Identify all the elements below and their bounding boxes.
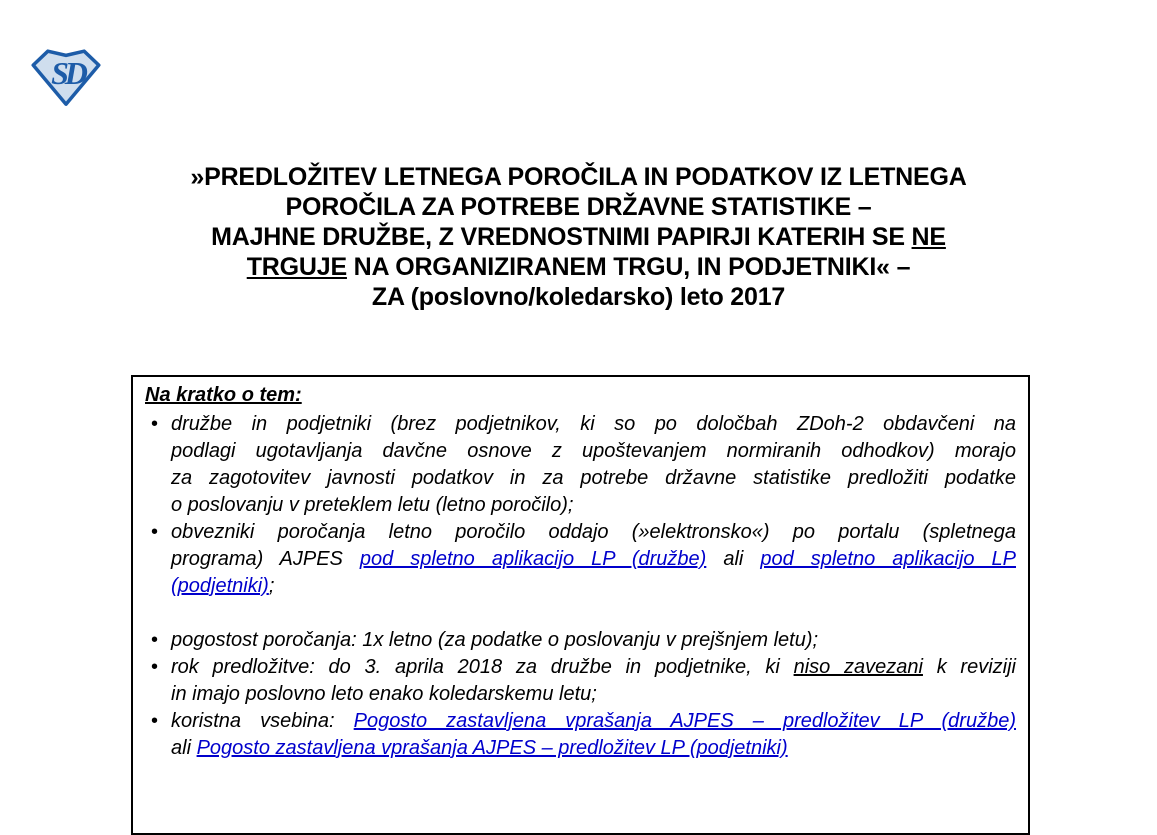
- logo-letters: SD: [51, 54, 84, 91]
- text-run: o poslovanju v preteklem letu (letno poročilo);: [171, 494, 574, 516]
- text-run: in imajo poslovno leto enako koledarskemu letu;: [171, 683, 597, 705]
- bullet-item: [145, 519, 1016, 600]
- bullet-line: [171, 546, 1016, 573]
- bullet-item: [145, 411, 1016, 519]
- text-run: podlagi ugotavljanja davčne osnove z upoštevanjem normiranih odhodkov) morajo: [171, 440, 1016, 462]
- lp-druzbe-link[interactable]: pod spletno aplikacijo LP (družbe): [359, 548, 707, 570]
- text-run: ali: [706, 548, 761, 570]
- text-run: TRGUJE: [246, 253, 347, 281]
- title-line: [0, 162, 1157, 192]
- bullet-line: [171, 681, 1016, 708]
- faq-druzbe-link[interactable]: Pogosto zastavljena vprašanja AJPES – predložitev LP (družbe): [353, 710, 1016, 732]
- bullet-line: [171, 708, 1016, 735]
- bullet-line: [171, 519, 1016, 546]
- sd-logo: [31, 47, 101, 107]
- bullet-line: [171, 492, 1016, 519]
- text-run: družbe in podjetniki (brez podjetnikov, ki so po določbah ZDoh-2 obdavčeni na: [171, 413, 1016, 435]
- bullet-item: [145, 654, 1016, 708]
- text-run: pogostost poročanja: 1x letno (za podatke o poslovanju v prejšnjem letu);: [171, 629, 819, 651]
- text-run: niso zavezani: [793, 656, 923, 678]
- text-run: programa) AJPES: [171, 548, 360, 570]
- text-run: POROČILA ZA POTREBE DRŽAVNE STATISTIKE –: [285, 193, 872, 221]
- text-run: ali: [171, 737, 197, 759]
- lp-podjetniki-link[interactable]: (podjetniki): [171, 575, 269, 597]
- lp-podjetniki-link[interactable]: pod spletno aplikacijo LP: [760, 548, 1016, 570]
- sd-diamond-icon: [31, 47, 101, 107]
- bullet-line: [171, 573, 1016, 600]
- text-run: rok predložitve: do 3. aprila 2018 za družbe in podjetnike, ki: [171, 656, 794, 678]
- bullet-line: [171, 465, 1016, 492]
- bullet-item: [145, 627, 1016, 654]
- title-line: [0, 222, 1157, 252]
- text-run: MAJHNE DRUŽBE, Z VREDNOSTNIMI PAPIRJI KATERIH SE: [211, 223, 912, 251]
- bullet-item: [145, 708, 1016, 762]
- bullet-line: [171, 735, 1016, 762]
- text-run: koristna vsebina:: [171, 710, 354, 732]
- title-line: [0, 192, 1157, 222]
- text-run: ;: [268, 575, 275, 597]
- bullet-line: [171, 438, 1016, 465]
- document-title: [0, 162, 1157, 312]
- bullet-line: [171, 654, 1016, 681]
- summary-box: [131, 375, 1030, 835]
- text-run: za zagotovitev javnosti podatkov in za potrebe državne statistike predložiti podatke: [171, 467, 1016, 489]
- summary-heading: Na kratko o tem:: [145, 384, 302, 406]
- bullet-line: [171, 627, 1016, 654]
- text-run: »PREDLOŽITEV LETNEGA POROČILA IN PODATKOV IZ LETNEGA: [190, 163, 967, 191]
- title-line: [0, 252, 1157, 282]
- text-run: ZA (poslovno/koledarsko) leto 2017: [371, 283, 786, 311]
- text-run: k reviziji: [922, 656, 1016, 678]
- title-line: [0, 282, 1157, 312]
- text-run: NA ORGANIZIRANEM TRGU, IN PODJETNIKI« –: [346, 253, 911, 281]
- text-run: NE: [911, 223, 946, 251]
- faq-podjetniki-link[interactable]: Pogosto zastavljena vprašanja AJPES – predložitev LP (podjetniki): [196, 737, 788, 759]
- bullet-line: [171, 411, 1016, 438]
- summary-list: [145, 411, 1016, 762]
- text-run: obvezniki poročanja letno poročilo oddajo (»elektronsko«) po portalu (spletnega: [171, 521, 1016, 543]
